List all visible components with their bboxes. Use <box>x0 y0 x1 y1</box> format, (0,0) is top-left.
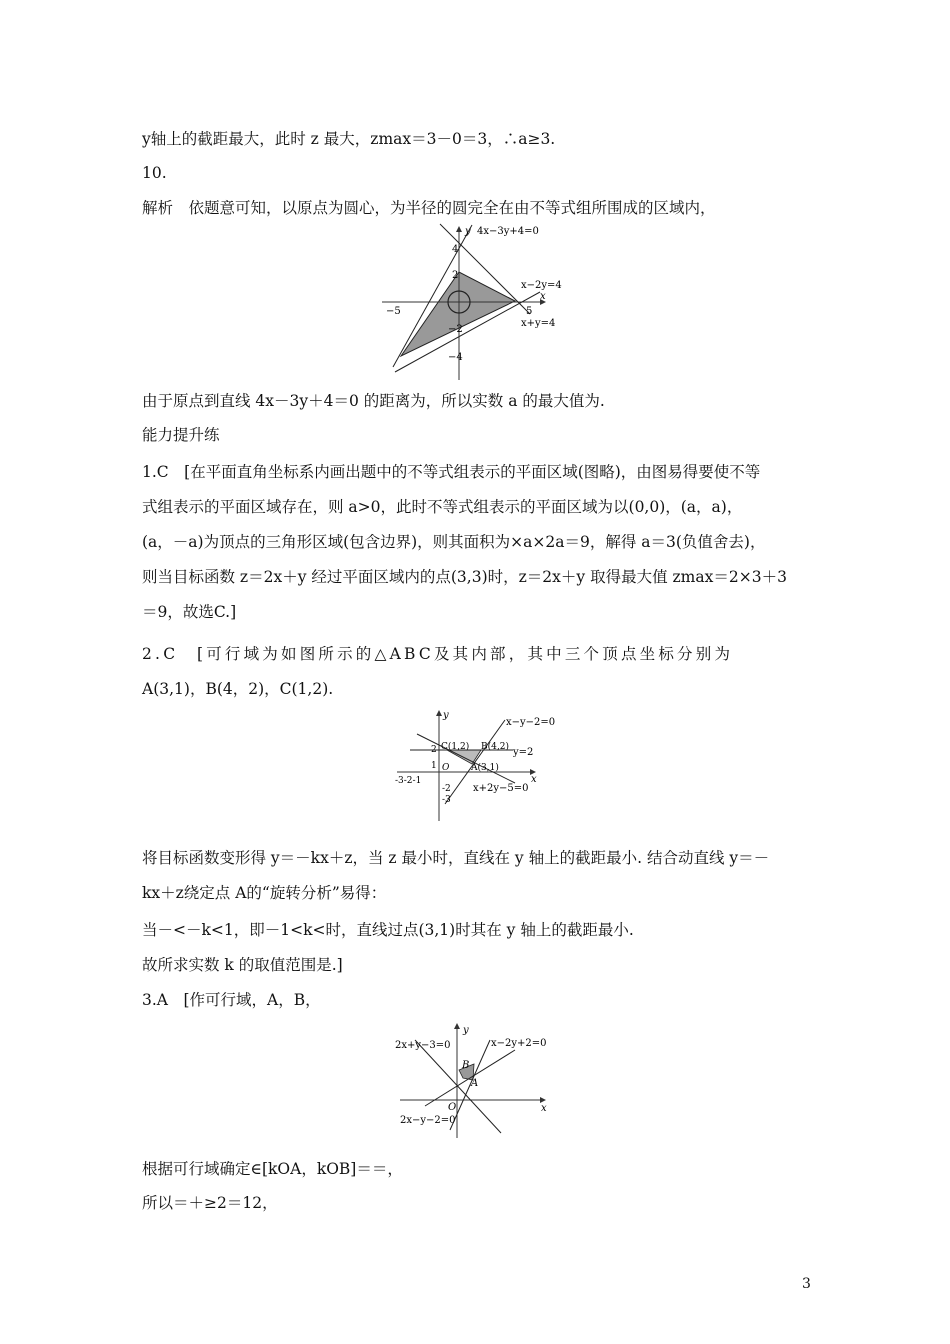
point-c-label: C(1,2) <box>441 742 470 752</box>
point-a-label: A <box>471 1078 479 1089</box>
tick-label: 2 <box>452 270 459 281</box>
line-x-2y-2 <box>425 1050 515 1106</box>
text-line: y轴上的截距最大，此时 z 最大，zmax＝3－0＝3，∴a≥3. <box>142 130 556 148</box>
origin-label: O <box>442 763 450 773</box>
text-line: A(3,1)，B(4，2)，C(1,2). <box>142 680 334 698</box>
label-line-1: 2x+y−3=0 <box>395 1040 451 1051</box>
origin-label: O <box>448 1102 457 1113</box>
figure-region-circle <box>380 222 580 382</box>
text-line: 2.C [可行域为如图所示的△ABC及其内部，其中三个顶点坐标分别为 <box>142 645 734 663</box>
tick-label: 2 <box>431 745 437 755</box>
label-line-3: 2x−y−2=0 <box>400 1115 456 1126</box>
point-b-label: B(4,2) <box>481 742 509 752</box>
text-line: (a，－a)为顶点的三角形区域(包含边界)，则其面积为×a×2a＝9，解得 a＝3(负值舍去)， <box>142 533 766 551</box>
text-line: kx＋z绕定点 A的“旋转分析”易得： <box>142 884 387 902</box>
tick-label: 5 <box>526 306 533 317</box>
tick-label: -3 <box>442 795 451 805</box>
y-axis-label: y <box>443 710 449 721</box>
text-line: 1.C [在平面直角坐标系内画出题中的不等式组表示的平面区域(图略)，由图易得要使不等 <box>142 463 761 481</box>
point-a-label: A(3,1) <box>471 763 499 773</box>
text-line: 将目标函数变形得 y＝－kx＋z，当 z 最小时，直线在 y 轴上的截距最小. 结合动直线 y＝－ <box>142 849 770 867</box>
label-line-2: x−2y+2=0 <box>491 1038 547 1049</box>
shaded-region <box>401 272 515 356</box>
tick-label: -3-2-1 <box>395 776 422 786</box>
text-line: 故所求实数 k 的取值范围是.] <box>142 956 343 974</box>
text-line: ＝9，故选C.] <box>142 603 237 621</box>
tick-label: -2 <box>442 784 451 794</box>
page-number: 3 <box>802 1276 811 1292</box>
text-line: 10. <box>142 164 167 182</box>
tick-label: −2 <box>448 324 463 335</box>
text-line: 根据可行域确定∈[kOA，kOB]＝＝， <box>142 1160 403 1178</box>
text-line: 所以＝＋≥2＝12， <box>142 1194 278 1212</box>
tick-label: 4 <box>452 244 459 255</box>
tick-label: 1 <box>431 761 437 771</box>
label-line-1: 4x−3y+4=0 <box>477 226 539 237</box>
tick-label: −4 <box>448 352 463 363</box>
text-line: 式组表示的平面区域存在，则 a>0，此时不等式组表示的平面区域为以(0,0)，(a，a)， <box>142 498 743 516</box>
figure-feasible-region <box>395 1020 565 1140</box>
x-axis-label: x <box>531 774 537 785</box>
label-line-2: x−2y=4 <box>521 280 562 291</box>
label-line-1: x−y−2=0 <box>506 717 556 728</box>
x-axis-label: x <box>541 1103 547 1114</box>
text-line: 当－<－k<1，即－1<k<时，直线过点(3,1)时其在 y 轴上的截距最小. <box>142 921 634 939</box>
label-line-3: x+y=4 <box>521 318 556 329</box>
text-line: 由于原点到直线 4x－3y＋4＝0 的距离为，所以实数 a 的最大值为. <box>142 392 605 410</box>
text-line: 3.A [作可行域，A，B， <box>142 991 321 1009</box>
text-line: 解析 依题意可知，以原点为圆心，为半径的圆完全在由不等式组所围成的区域内， <box>142 199 716 217</box>
label-line-3: x+2y−5=0 <box>473 783 529 794</box>
tick-label: −5 <box>386 306 401 317</box>
point-b-label: B <box>462 1060 470 1071</box>
label-line-2: y=2 <box>513 747 534 758</box>
text-line: 则当目标函数 z＝2x＋y 经过平面区域内的点(3,3)时，z＝2x＋y 取得最大值 zmax＝2×3＋3 <box>142 568 787 586</box>
figure-triangle-abc <box>395 708 565 823</box>
x-axis-label: x <box>540 291 546 302</box>
text-line: 能力提升练 <box>142 426 220 444</box>
y-axis-label: y <box>465 226 471 237</box>
y-axis-label: y <box>463 1025 469 1036</box>
